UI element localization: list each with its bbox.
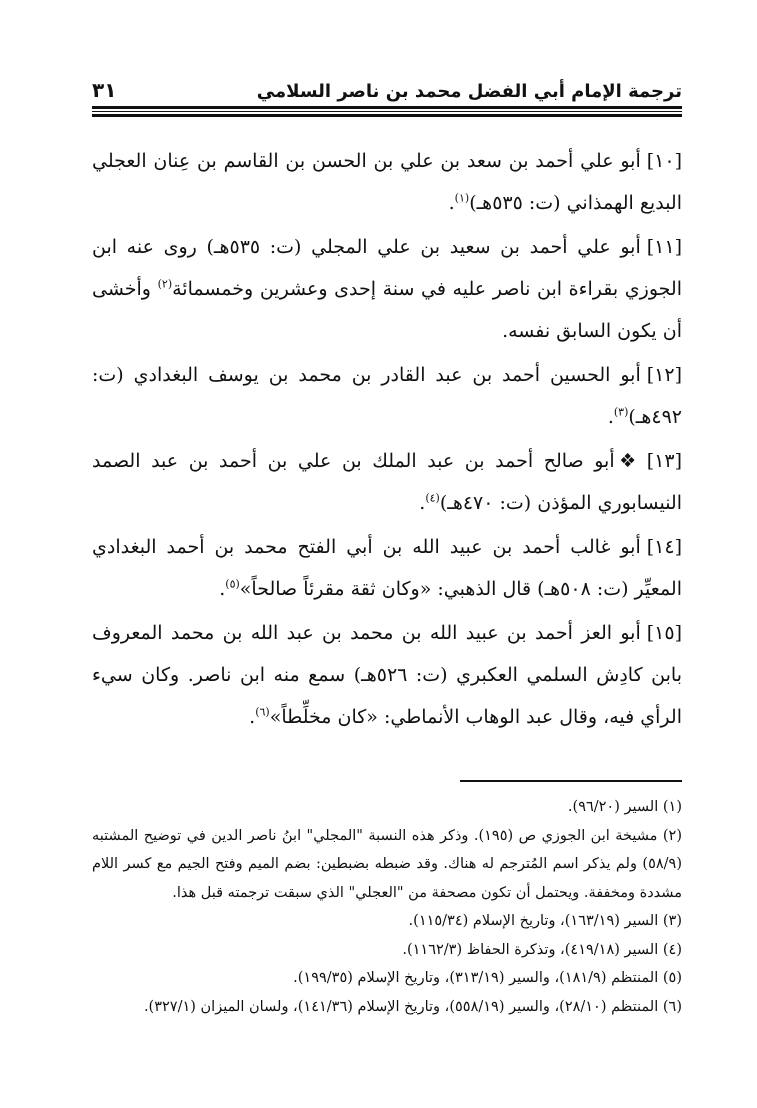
entry-number: [١٢] [646,364,682,386]
header-rule-thick-lower [92,114,682,117]
entry-tail: وأخشى أن يكون السابق نفسه. [92,278,682,342]
running-title: ترجمة الإمام أبي الفضل محمد بن ناصر السلامي [256,81,682,102]
footnote-ref[interactable]: (٣) [613,405,629,419]
entry-text: أبو علي أحمد بن سعيد بن علي المجلي (ت: ٥٣٥هـ) روى عنه ابن الجوزي بقراءة ابن ناصر عليه في سنة إحدى وعشرين وخمسمائة [92,236,682,300]
entry-tail: . [219,578,226,600]
entry-11 [92,226,682,352]
footnote-ref[interactable]: (٢) [157,277,173,291]
footnote-separator [460,780,682,782]
footnote-2: (٢) مشيخة ابن الجوزي ص (١٩٥). وذكر هذه النسبة "المجلي" ابنُ ناصر الدين في توضيح المشتبه (٥٨/٩) ولم يذكر اسم المُترجم له هناك. وقد ضبطه بضبطين: بضم الميم وفتح الجيم مع كسر اللام مشددة ومخففة. ويحتمل أن تكون مصحفة من "العجلي" الذي سبقت ترجمته قبل هذا. [92,827,682,901]
entry-text: أبو الحسين أحمد بن عبد القادر بن محمد بن يوسف البغدادي (ت: ٤٩٢هـ) [92,364,682,428]
entry-number: [١١] [646,236,682,258]
entry-text: أبو علي أحمد بن سعد بن علي بن الحسن بن القاسم بن عِنان العجلي البديع الهمذاني (ت: ٥٣٥هـ) [92,150,682,214]
entry-number: [١٠] [646,150,682,172]
footnotes [92,793,682,1021]
entry-tail: . [249,706,256,728]
footnote-4: (٤) السير (٤١٩/١٨)، وتذكرة الحفاظ (١١٦٢/٣). [402,941,682,958]
entry-number: [١٤] [646,536,682,558]
entry-13 [92,440,682,524]
entry-tail: . [419,492,426,514]
entry-10 [92,140,682,224]
footnote-5: (٥) المنتظم (١٨١/٩)، والسير (٣١٣/١٩)، وتاريخ الإسلام (١٩٩/٣٥). [293,970,682,986]
footnote-ref[interactable]: (٥) [225,577,240,591]
footnote-ref[interactable]: (١) [454,191,470,205]
page-number: ٣١ [92,78,117,102]
entry-text: ❖أبو صالح أحمد بن عبد الملك بن علي بن أحمد بن عبد الصمد النيسابوري المؤذن (ت: ٤٧٠هـ) [92,450,682,514]
running-header [92,72,682,102]
entry-text: أبو غالب أحمد بن عبيد الله بن أبي الفتح محمد بن أحمد البغدادي المعيِّر (ت: ٥٠٨هـ) قال الذهبي: «وكان ثقة مقرئاً صالحاً» [92,536,682,600]
entry-number: [١٣] [646,450,682,472]
footnote-1: (١) السير (٩٦/٢٠). [567,799,682,815]
header-rule-thin [92,111,682,112]
entry-14 [92,526,682,610]
entry-12 [92,354,682,438]
entry-text: أبو العز أحمد بن عبيد الله بن محمد بن عبد الله بن محمد المعروف بابن كادِش السلمي العكبري (ت: ٥٢٦هـ) سمع منه ابن ناصر. وكان سيء الرأي فيه، وقال عبد الوهاب الأنماطي: «كان مخلِّطاً» [92,622,682,728]
main-text [92,140,682,740]
entry-tail: . [607,406,614,428]
footnote-ref[interactable]: (٦) [255,705,270,719]
entry-tail: . [448,192,455,214]
footnote-6: (٦) المنتظم (٢٨/١٠)، والسير (٥٥٨/١٩)، وتاريخ الإسلام (١٤١/٣٦)، ولسان الميزان (٣٢٧/١). [143,998,682,1015]
entry-number: [١٥] [646,622,682,644]
footnote-3: (٣) السير (١٦٣/١٩)، وتاريخ الإسلام (١١٥/٣٤). [408,913,682,929]
header-rule-thick [92,106,682,109]
footnote-ref[interactable]: (٤) [425,491,440,505]
entry-15 [92,612,682,738]
